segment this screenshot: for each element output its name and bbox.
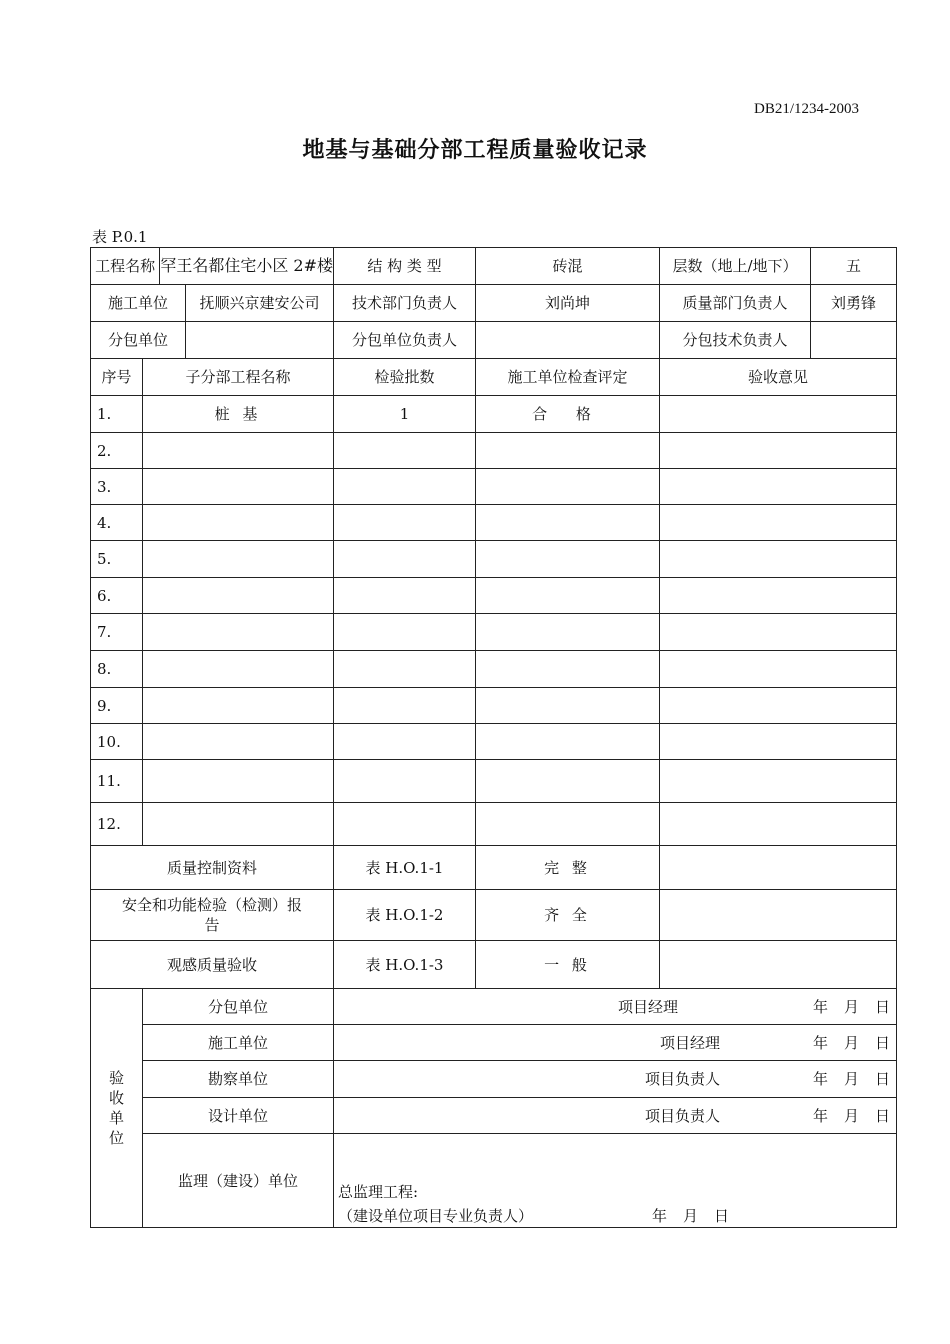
row-batches — [334, 469, 476, 505]
summary-ref: 表 H.O.1-1 — [334, 846, 476, 890]
acceptance-role: 项目经理 — [617, 997, 678, 1016]
info-row-project — [91, 248, 897, 285]
table-row — [91, 688, 897, 724]
col-name: 子分部工程名称 — [143, 359, 334, 396]
table-row — [91, 433, 897, 469]
table-row — [91, 396, 897, 433]
row-name: 桩 基 — [143, 396, 334, 433]
row-name — [143, 505, 334, 541]
contractor-value: 抚顺兴京建安公司 — [199, 294, 320, 312]
column-header-row — [91, 359, 897, 396]
table-row — [91, 651, 897, 688]
acceptance-unit: 施工单位 — [143, 1025, 334, 1061]
acceptance-record-table — [90, 247, 897, 1228]
subcontractor-label: 分包单位 — [91, 322, 186, 358]
row-evaluation — [476, 578, 660, 614]
summary-row — [91, 846, 897, 890]
row-opinion — [660, 396, 897, 433]
row-seq: 7. — [91, 614, 143, 651]
structure-value: 砖混 — [476, 248, 660, 285]
row-seq: 9. — [91, 688, 143, 724]
page-title: 地基与基础分部工程质量验收记录 — [302, 137, 648, 163]
acceptance-row — [91, 1098, 897, 1134]
table-row — [91, 505, 897, 541]
summary-opinion — [660, 846, 897, 890]
row-batches — [334, 578, 476, 614]
project-name-label: 工程名称 — [91, 248, 160, 284]
row-evaluation — [476, 541, 660, 578]
supervision-signature — [334, 1134, 897, 1228]
quality-head-label: 质量部门负责人 — [660, 285, 811, 322]
supervision-line-owner: （建设单位项目专业负责人） — [338, 1207, 534, 1225]
table-row — [91, 724, 897, 760]
acceptance-row — [91, 989, 897, 1025]
sub-tech-head-value — [811, 322, 897, 359]
row-batches — [334, 688, 476, 724]
row-evaluation — [476, 688, 660, 724]
row-batches — [334, 505, 476, 541]
supervision-date: 年 月 日 — [652, 1207, 730, 1225]
sub-head-value — [476, 322, 660, 359]
row-batches — [334, 433, 476, 469]
acceptance-group-label: 验 收 单 位 — [91, 989, 143, 1228]
acceptance-date: 年 月 日 — [812, 1033, 890, 1052]
tech-head-label: 技术部门负责人 — [334, 285, 476, 322]
summary-result: 一 般 — [476, 941, 660, 989]
tech-head-value: 刘尚坤 — [476, 285, 660, 322]
row-opinion — [660, 433, 897, 469]
info-row-subcontractor — [91, 322, 897, 359]
project-name-value: 罕王名都住宅小区 2#楼 — [160, 256, 333, 275]
acceptance-role: 项目负责人 — [644, 1106, 720, 1125]
row-seq: 3. — [91, 469, 143, 505]
floors-value: 五 — [811, 248, 897, 285]
table-row — [91, 803, 897, 846]
row-opinion — [660, 578, 897, 614]
table-row — [91, 760, 897, 803]
row-name — [143, 578, 334, 614]
row-name — [143, 614, 334, 651]
acceptance-row — [91, 1061, 897, 1098]
supervision-unit: 监理（建设）单位 — [143, 1134, 334, 1228]
summary-result: 齐 全 — [476, 890, 660, 941]
row-evaluation — [476, 760, 660, 803]
row-evaluation — [476, 505, 660, 541]
acceptance-role: 项目负责人 — [644, 1070, 720, 1088]
row-seq: 11. — [91, 760, 143, 803]
sub-head-label: 分包单位负责人 — [334, 322, 476, 359]
summary-opinion — [660, 941, 897, 989]
row-name — [143, 688, 334, 724]
acceptance-signature — [334, 1098, 897, 1134]
row-opinion — [660, 651, 897, 688]
row-seq: 8. — [91, 651, 143, 688]
acceptance-unit: 设计单位 — [143, 1098, 334, 1134]
row-batches — [334, 803, 476, 846]
row-name — [143, 651, 334, 688]
acceptance-role: 项目经理 — [659, 1033, 720, 1052]
row-name — [143, 433, 334, 469]
table-number: 表 P.0.1 — [92, 228, 148, 246]
row-seq: 10. — [91, 724, 143, 760]
table-row — [91, 541, 897, 578]
row-seq: 12. — [91, 803, 143, 846]
structure-label: 结 构 类 型 — [334, 248, 476, 285]
row-opinion — [660, 541, 897, 578]
standard-code: DB21/1234-2003 — [754, 101, 859, 117]
row-opinion — [660, 760, 897, 803]
row-batches — [334, 541, 476, 578]
summary-ref: 表 H.O.1-3 — [334, 941, 476, 989]
row-evaluation — [476, 469, 660, 505]
row-batches — [334, 651, 476, 688]
col-evaluation: 施工单位检查评定 — [476, 359, 660, 396]
info-row-contractor — [91, 285, 897, 322]
summary-row — [91, 941, 897, 989]
supervision-line-chief: 总监理工程: — [338, 1183, 419, 1201]
summary-result: 完 整 — [476, 846, 660, 890]
row-name — [143, 803, 334, 846]
acceptance-date: 年 月 日 — [812, 1070, 890, 1088]
row-evaluation — [476, 651, 660, 688]
row-batches — [334, 724, 476, 760]
acceptance-signature — [334, 989, 897, 1025]
row-seq: 1. — [91, 396, 143, 433]
sub-tech-head-label: 分包技术负责人 — [660, 322, 811, 359]
row-evaluation — [476, 433, 660, 469]
row-evaluation — [476, 614, 660, 651]
row-seq: 4. — [91, 505, 143, 541]
acceptance-row-supervision — [91, 1134, 897, 1228]
acceptance-unit: 勘察单位 — [143, 1061, 334, 1098]
summary-item: 安全和功能检验（检测）报告 — [91, 890, 334, 941]
quality-head-value: 刘勇锋 — [811, 285, 897, 322]
row-opinion — [660, 688, 897, 724]
summary-row — [91, 890, 897, 941]
row-name — [143, 541, 334, 578]
acceptance-date: 年 月 日 — [812, 997, 890, 1016]
row-name — [143, 760, 334, 803]
row-opinion — [660, 614, 897, 651]
row-name — [143, 469, 334, 505]
acceptance-row — [91, 1025, 897, 1061]
summary-item: 质量控制资料 — [91, 846, 334, 890]
table-row — [91, 469, 897, 505]
table-row — [91, 578, 897, 614]
summary-item: 观感质量验收 — [91, 941, 334, 989]
contractor-label: 施工单位 — [91, 285, 186, 321]
row-opinion — [660, 505, 897, 541]
acceptance-unit: 分包单位 — [143, 989, 334, 1025]
row-evaluation — [476, 803, 660, 846]
col-opinion: 验收意见 — [660, 359, 897, 396]
row-opinion — [660, 469, 897, 505]
row-batches — [334, 614, 476, 651]
summary-ref: 表 H.O.1-2 — [334, 890, 476, 941]
row-seq: 2. — [91, 433, 143, 469]
row-seq: 5. — [91, 541, 143, 578]
row-evaluation: 合 格 — [476, 396, 660, 433]
row-seq: 6. — [91, 578, 143, 614]
acceptance-signature — [334, 1061, 897, 1098]
col-seq: 序号 — [91, 359, 143, 396]
row-opinion — [660, 803, 897, 846]
row-batches — [334, 760, 476, 803]
row-opinion — [660, 724, 897, 760]
table-row — [91, 614, 897, 651]
summary-opinion — [660, 890, 897, 941]
col-batches: 检验批数 — [334, 359, 476, 396]
row-name — [143, 724, 334, 760]
floors-label: 层数（地上/地下） — [660, 248, 811, 285]
row-evaluation — [476, 724, 660, 760]
acceptance-signature — [334, 1025, 897, 1061]
row-batches: 1 — [334, 396, 476, 433]
subcontractor-value — [186, 322, 333, 358]
acceptance-date: 年 月 日 — [812, 1106, 890, 1125]
